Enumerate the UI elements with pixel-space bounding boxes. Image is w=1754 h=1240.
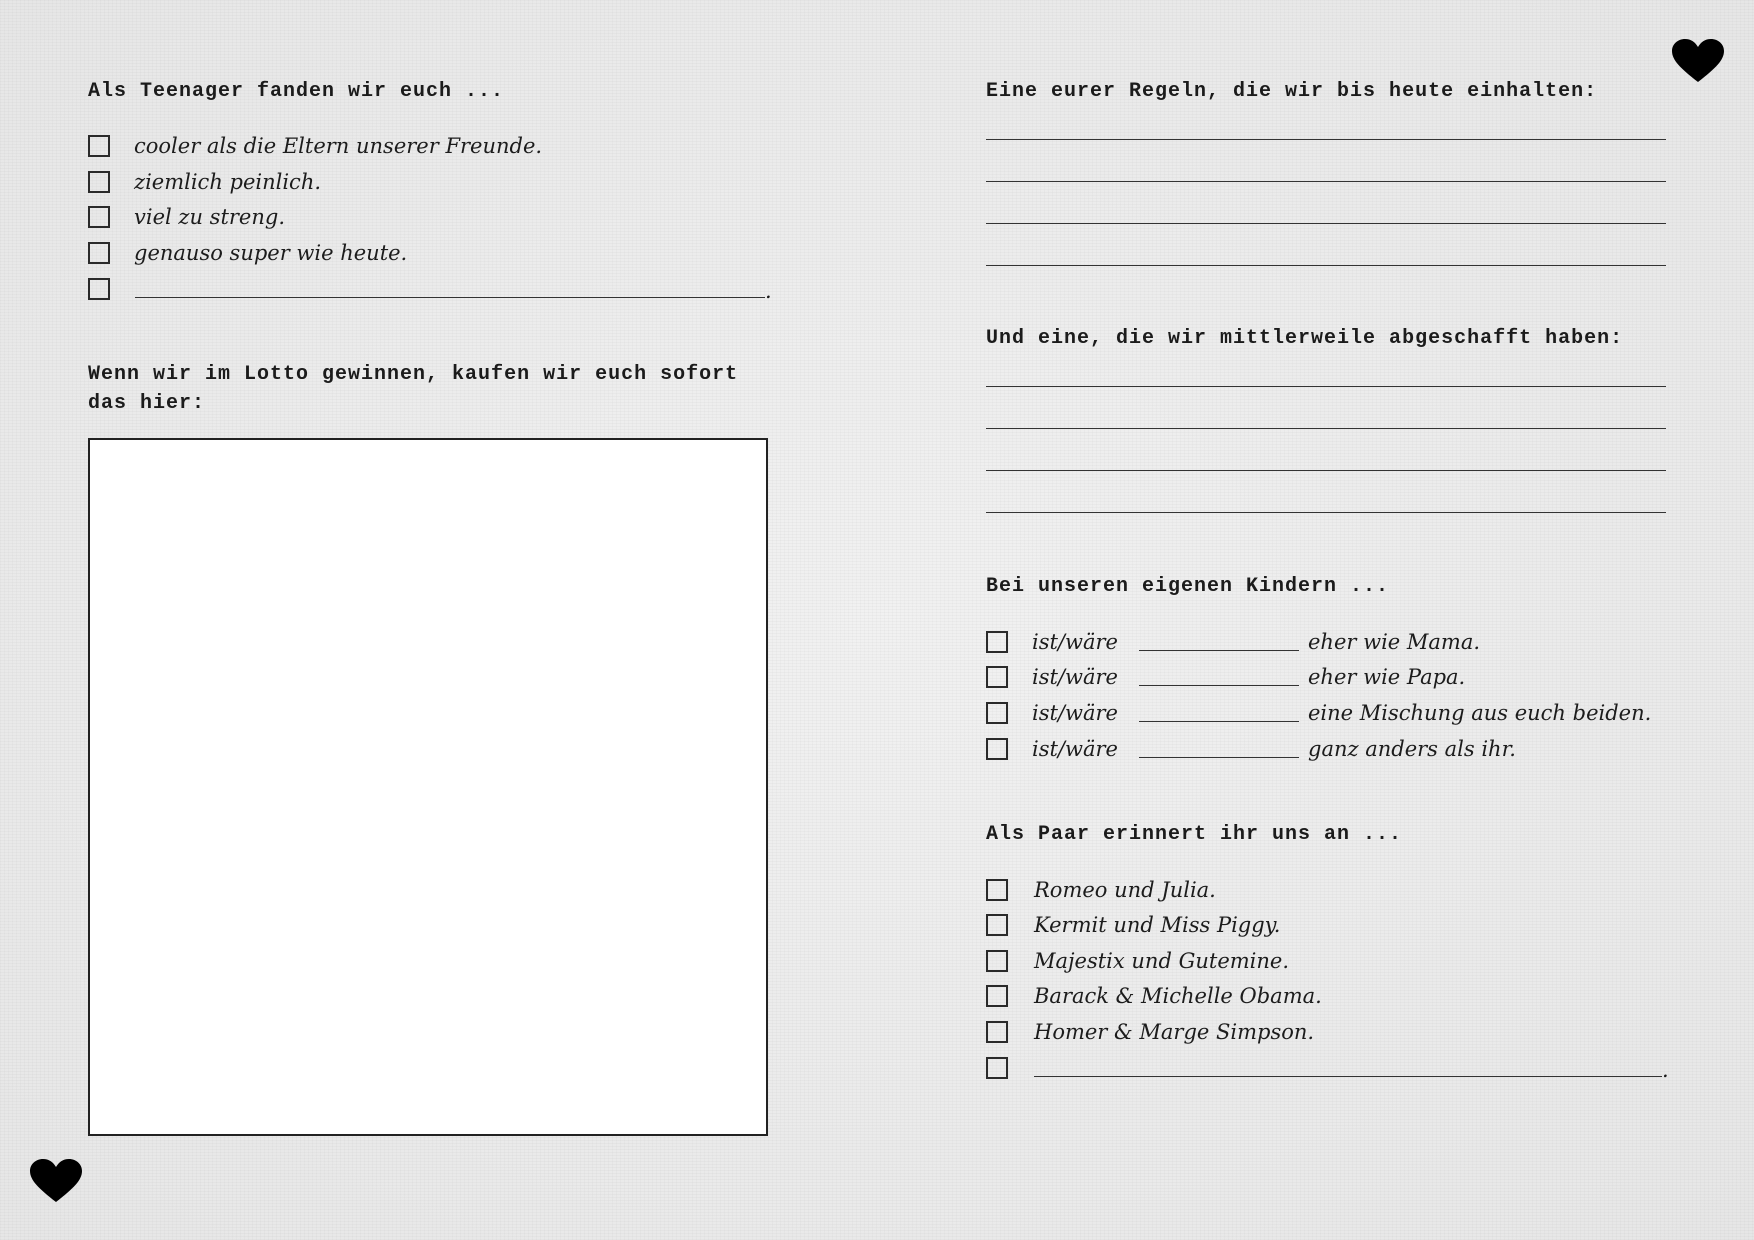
teen-checkbox-4[interactable] (88, 242, 110, 264)
couple-option-1: Romeo und Julia. (1034, 878, 1216, 902)
couple-option-5: Homer & Marge Simpson. (1034, 1020, 1315, 1044)
children-checkbox-2[interactable] (986, 666, 1008, 688)
rule-abolished-line-4[interactable] (986, 512, 1666, 513)
lotto-drawing-box[interactable] (88, 438, 768, 1136)
teen-option-2: ziemlich peinlich. (134, 170, 322, 194)
teen-option-3: viel zu streng. (134, 205, 285, 229)
rule-kept-line-1[interactable] (986, 139, 1666, 140)
rule-abolished-heading: Und eine, die wir mittlerweile abgeschafft haben: (986, 327, 1624, 350)
rule-abolished-line-2[interactable] (986, 428, 1666, 429)
teen-heading: Als Teenager fanden wir euch ... (88, 80, 505, 103)
couple-custom-period: . (1662, 1058, 1669, 1082)
couple-checkbox-custom[interactable] (986, 1057, 1008, 1079)
couple-option-4: Barack & Michelle Obama. (1034, 984, 1322, 1008)
couple-checkbox-3[interactable] (986, 950, 1008, 972)
rule-kept-line-4[interactable] (986, 265, 1666, 266)
couple-custom-answer-line[interactable] (1034, 1076, 1662, 1077)
children-suffix-3: eine Mischung aus euch beiden. (1308, 701, 1652, 725)
teen-checkbox-custom[interactable] (88, 278, 110, 300)
children-checkbox-1[interactable] (986, 631, 1008, 653)
couple-checkbox-4[interactable] (986, 985, 1008, 1007)
children-prefix-4: ist/wäre (1032, 737, 1118, 761)
children-prefix-2: ist/wäre (1032, 665, 1118, 689)
teen-checkbox-1[interactable] (88, 135, 110, 157)
teen-option-4: genauso super wie heute. (134, 241, 408, 265)
children-suffix-4: ganz anders als ihr. (1308, 737, 1516, 761)
children-checkbox-4[interactable] (986, 738, 1008, 760)
children-prefix-1: ist/wäre (1032, 630, 1118, 654)
rule-kept-line-2[interactable] (986, 181, 1666, 182)
couple-option-2: Kermit und Miss Piggy. (1034, 913, 1281, 937)
couple-checkbox-1[interactable] (986, 879, 1008, 901)
couple-option-3: Majestix und Gutemine. (1034, 949, 1290, 973)
couple-heading: Als Paar erinnert ihr uns an ... (986, 823, 1403, 846)
couple-checkbox-2[interactable] (986, 914, 1008, 936)
teen-custom-period: . (765, 279, 772, 303)
children-blank-2[interactable] (1139, 685, 1299, 686)
children-blank-3[interactable] (1139, 721, 1299, 722)
children-blank-1[interactable] (1139, 650, 1299, 651)
children-prefix-3: ist/wäre (1032, 701, 1118, 725)
lotto-heading-line1: Wenn wir im Lotto gewinnen, kaufen wir euch sofort (88, 363, 739, 386)
children-checkbox-3[interactable] (986, 702, 1008, 724)
couple-checkbox-5[interactable] (986, 1021, 1008, 1043)
heart-icon (28, 1158, 84, 1204)
teen-checkbox-3[interactable] (88, 206, 110, 228)
rule-kept-line-3[interactable] (986, 223, 1666, 224)
teen-custom-answer-line[interactable] (135, 297, 765, 298)
children-heading: Bei unseren eigenen Kindern ... (986, 575, 1390, 598)
teen-option-1: cooler als die Eltern unserer Freunde. (134, 134, 543, 158)
children-suffix-1: eher wie Mama. (1308, 630, 1481, 654)
children-blank-4[interactable] (1139, 757, 1299, 758)
children-suffix-2: eher wie Papa. (1308, 665, 1466, 689)
rule-abolished-line-1[interactable] (986, 386, 1666, 387)
heart-icon (1670, 38, 1726, 84)
teen-checkbox-2[interactable] (88, 171, 110, 193)
rule-abolished-line-3[interactable] (986, 470, 1666, 471)
rule-kept-heading: Eine eurer Regeln, die wir bis heute einhalten: (986, 80, 1598, 103)
lotto-heading-line2: das hier: (88, 392, 206, 415)
